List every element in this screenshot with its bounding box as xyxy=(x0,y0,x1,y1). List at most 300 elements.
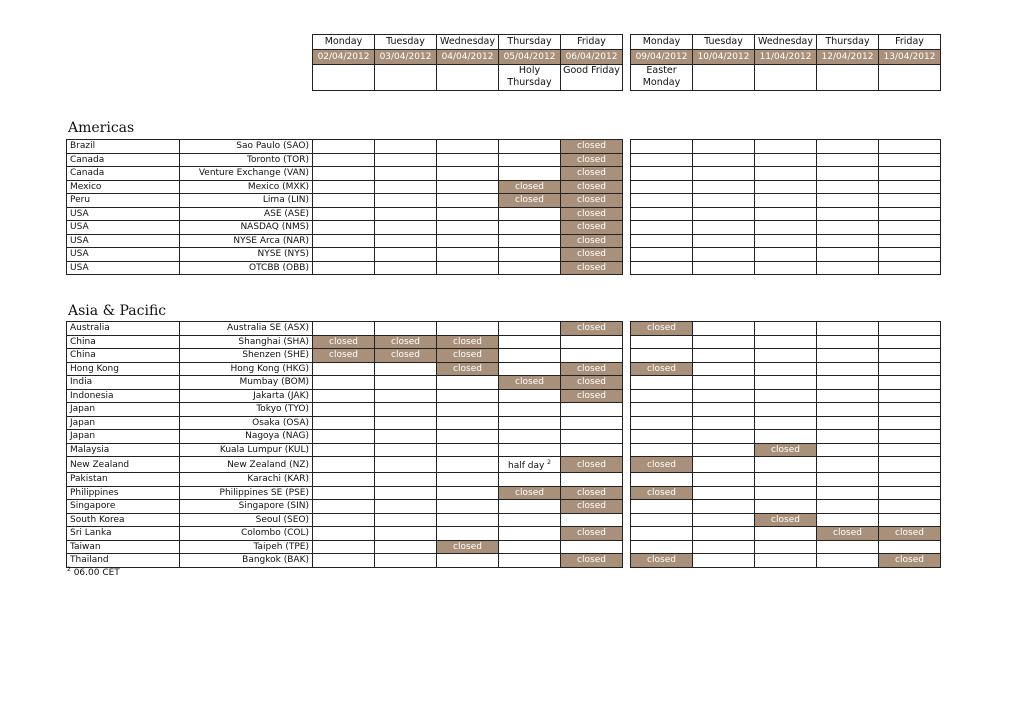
day-status-cell xyxy=(755,473,817,487)
day-status-cell xyxy=(437,322,499,336)
day-status-cell xyxy=(817,180,879,194)
day-status-cell xyxy=(755,486,817,500)
header-note-cell xyxy=(437,65,499,91)
day-status-cell: closed xyxy=(437,362,499,376)
day-status-cell xyxy=(437,207,499,221)
day-status-cell: closed xyxy=(755,443,817,457)
week-gap xyxy=(623,513,631,527)
day-status-cell xyxy=(879,221,941,235)
week-gap xyxy=(623,457,631,473)
country-cell: Hong Kong xyxy=(67,362,180,376)
country-cell: Philippines xyxy=(67,486,180,500)
table-row xyxy=(67,443,941,457)
table-row xyxy=(67,513,941,527)
table-row xyxy=(67,248,941,262)
day-status-cell xyxy=(693,335,755,349)
day-status-cell xyxy=(561,443,623,457)
day-status-cell xyxy=(375,221,437,235)
day-status-cell xyxy=(375,513,437,527)
exchange-cell: OTCBB (OBB) xyxy=(180,261,313,275)
table-row xyxy=(67,430,941,444)
table-row xyxy=(67,167,941,181)
table-row xyxy=(67,403,941,417)
day-status-cell xyxy=(755,500,817,514)
week-gap xyxy=(623,65,631,91)
day-status-cell xyxy=(499,322,561,336)
country-cell: China xyxy=(67,349,180,363)
day-status-cell: closed xyxy=(561,153,623,167)
day-status-cell xyxy=(437,443,499,457)
day-status-cell xyxy=(375,473,437,487)
day-status-cell xyxy=(375,430,437,444)
day-status-cell xyxy=(693,500,755,514)
day-status-cell xyxy=(313,554,375,568)
country-cell: Indonesia xyxy=(67,389,180,403)
day-status-cell xyxy=(755,457,817,473)
exchange-cell: NYSE Arca (NAR) xyxy=(180,234,313,248)
country-cell: Malaysia xyxy=(67,443,180,457)
day-status-cell xyxy=(817,248,879,262)
day-status-cell xyxy=(631,335,693,349)
week-gap xyxy=(623,416,631,430)
day-status-cell xyxy=(499,540,561,554)
day-status-cell xyxy=(437,416,499,430)
header-note-cell xyxy=(375,65,437,91)
day-status-cell xyxy=(313,221,375,235)
table-row xyxy=(67,554,941,568)
day-status-cell xyxy=(817,416,879,430)
country-cell: Mexico xyxy=(67,180,180,194)
week-gap xyxy=(623,376,631,390)
day-status-cell xyxy=(375,486,437,500)
day-status-cell: closed xyxy=(561,322,623,336)
date-header-table xyxy=(312,34,941,91)
day-status-cell: closed xyxy=(879,554,941,568)
day-status-cell xyxy=(437,473,499,487)
day-status-cell xyxy=(313,513,375,527)
country-cell: Japan xyxy=(67,416,180,430)
day-status-cell xyxy=(499,500,561,514)
day-status-cell xyxy=(693,207,755,221)
day-status-cell xyxy=(437,194,499,208)
day-status-cell xyxy=(437,180,499,194)
day-status-cell xyxy=(817,443,879,457)
exchange-cell: Tokyo (TYO) xyxy=(180,403,313,417)
table-row xyxy=(67,207,941,221)
day-status-cell xyxy=(499,416,561,430)
day-status-cell xyxy=(437,389,499,403)
day-status-cell xyxy=(499,473,561,487)
day-status-cell xyxy=(693,362,755,376)
day-status-cell xyxy=(631,430,693,444)
day-status-cell xyxy=(693,322,755,336)
week-gap xyxy=(623,221,631,235)
day-status-cell xyxy=(375,261,437,275)
day-status-cell xyxy=(817,261,879,275)
day-status-cell xyxy=(879,457,941,473)
exchange-cell: Toronto (TOR) xyxy=(180,153,313,167)
day-status-cell xyxy=(499,140,561,154)
day-status-cell xyxy=(437,513,499,527)
exchange-cell: Colombo (COL) xyxy=(180,527,313,541)
exchange-cell: Nagoya (NAG) xyxy=(180,430,313,444)
day-status-cell xyxy=(375,554,437,568)
day-status-cell xyxy=(631,349,693,363)
day-status-cell xyxy=(561,540,623,554)
day-status-cell xyxy=(879,248,941,262)
table-row xyxy=(67,416,941,430)
table-row xyxy=(67,322,941,336)
table-row xyxy=(67,261,941,275)
day-status-cell: closed xyxy=(561,140,623,154)
day-status-cell xyxy=(631,416,693,430)
day-status-cell xyxy=(631,140,693,154)
day-status-cell: closed xyxy=(561,376,623,390)
day-status-cell xyxy=(499,389,561,403)
exchange-cell: Venture Exchange (VAN) xyxy=(180,167,313,181)
day-status-cell xyxy=(879,416,941,430)
day-status-cell: closed xyxy=(631,362,693,376)
header-note-cell xyxy=(755,65,817,91)
week-gap xyxy=(623,527,631,541)
exchange-cell: Jakarta (JAK) xyxy=(180,389,313,403)
day-status-cell xyxy=(693,234,755,248)
day-status-cell xyxy=(879,140,941,154)
week-gap xyxy=(623,554,631,568)
exchange-cell: Osaka (OSA) xyxy=(180,416,313,430)
day-status-cell xyxy=(437,457,499,473)
week-gap xyxy=(623,335,631,349)
day-status-cell xyxy=(499,403,561,417)
day-status-cell xyxy=(631,540,693,554)
day-status-cell xyxy=(375,207,437,221)
day-status-cell xyxy=(631,248,693,262)
day-status-cell xyxy=(375,180,437,194)
country-cell: Sri Lanka xyxy=(67,527,180,541)
day-status-cell xyxy=(561,430,623,444)
table-row xyxy=(67,349,941,363)
exchange-cell: Bangkok (BAK) xyxy=(180,554,313,568)
day-status-cell xyxy=(755,322,817,336)
day-status-cell xyxy=(437,527,499,541)
day-status-cell xyxy=(437,430,499,444)
day-status-cell xyxy=(499,457,561,473)
week-gap xyxy=(623,322,631,336)
exchange-cell: Kuala Lumpur (KUL) xyxy=(180,443,313,457)
day-status-cell xyxy=(631,207,693,221)
day-status-cell: closed xyxy=(631,457,693,473)
day-status-cell xyxy=(755,153,817,167)
asia-pacific-table xyxy=(66,321,941,568)
day-status-cell xyxy=(375,322,437,336)
day-status-cell xyxy=(693,513,755,527)
country-cell: Pakistan xyxy=(67,473,180,487)
day-status-cell xyxy=(755,403,817,417)
country-cell: New Zealand xyxy=(67,457,180,473)
day-status-cell xyxy=(561,513,623,527)
day-status-cell xyxy=(817,207,879,221)
day-status-cell xyxy=(313,180,375,194)
day-status-cell xyxy=(437,261,499,275)
day-status-cell xyxy=(437,376,499,390)
table-row xyxy=(67,140,941,154)
day-status-cell xyxy=(499,362,561,376)
day-status-cell xyxy=(313,167,375,181)
header-date-cell: 12/04/2012 xyxy=(817,50,879,65)
country-cell: USA xyxy=(67,248,180,262)
day-status-cell xyxy=(755,430,817,444)
day-status-cell xyxy=(313,443,375,457)
day-status-cell xyxy=(879,473,941,487)
day-status-cell xyxy=(631,261,693,275)
day-status-cell: closed xyxy=(561,554,623,568)
day-status-cell: closed xyxy=(561,500,623,514)
day-status-cell xyxy=(879,261,941,275)
day-status-cell xyxy=(313,153,375,167)
day-status-cell xyxy=(561,403,623,417)
americas-table xyxy=(66,139,941,275)
day-status-cell xyxy=(437,486,499,500)
day-status-cell: closed xyxy=(437,349,499,363)
day-status-cell: closed xyxy=(561,194,623,208)
day-status-cell xyxy=(499,349,561,363)
day-status-cell xyxy=(631,500,693,514)
day-status-cell: closed xyxy=(561,362,623,376)
header-date-cell: 02/04/2012 xyxy=(313,50,375,65)
day-status-cell xyxy=(879,389,941,403)
week-gap xyxy=(623,261,631,275)
week-gap xyxy=(623,473,631,487)
day-status-cell xyxy=(817,153,879,167)
day-status-cell xyxy=(313,403,375,417)
exchange-cell: Shanghai (SHA) xyxy=(180,335,313,349)
header-day-cell: Thursday xyxy=(817,35,879,50)
country-cell: Japan xyxy=(67,430,180,444)
day-status-cell xyxy=(693,349,755,363)
day-status-cell xyxy=(755,376,817,390)
exchange-cell: Hong Kong (HKG) xyxy=(180,362,313,376)
day-status-cell xyxy=(499,261,561,275)
day-status-cell: closed xyxy=(313,335,375,349)
header-note-cell xyxy=(313,65,375,91)
day-status-cell xyxy=(693,261,755,275)
exchange-cell: Seoul (SEO) xyxy=(180,513,313,527)
day-status-cell xyxy=(817,403,879,417)
day-status-cell xyxy=(755,389,817,403)
header-day-cell: Thursday xyxy=(499,35,561,50)
day-status-cell: closed xyxy=(375,349,437,363)
day-status-cell xyxy=(879,376,941,390)
header-note-row xyxy=(313,65,941,91)
day-status-cell xyxy=(755,180,817,194)
exchange-cell: Mexico (MXK) xyxy=(180,180,313,194)
exchange-cell: NYSE (NYS) xyxy=(180,248,313,262)
section-title-asia-pacific: Asia & Pacific xyxy=(68,303,167,319)
day-status-cell xyxy=(693,248,755,262)
day-status-cell: closed xyxy=(631,554,693,568)
day-status-cell xyxy=(879,207,941,221)
exchange-cell: Australia SE (ASX) xyxy=(180,322,313,336)
day-status-cell xyxy=(817,221,879,235)
day-status-cell: closed xyxy=(879,527,941,541)
day-status-cell xyxy=(313,248,375,262)
country-cell: South Korea xyxy=(67,513,180,527)
day-status-cell xyxy=(755,527,817,541)
header-note-cell xyxy=(879,65,941,91)
week-gap xyxy=(623,248,631,262)
header-date-cell: 13/04/2012 xyxy=(879,50,941,65)
day-status-cell xyxy=(375,389,437,403)
country-cell: Canada xyxy=(67,153,180,167)
day-status-cell xyxy=(693,540,755,554)
day-status-cell xyxy=(817,389,879,403)
table-row xyxy=(67,153,941,167)
week-gap xyxy=(623,362,631,376)
country-cell: Brazil xyxy=(67,140,180,154)
day-status-cell xyxy=(375,540,437,554)
day-status-cell: closed xyxy=(437,540,499,554)
day-status-cell xyxy=(755,540,817,554)
day-status-cell: closed xyxy=(817,527,879,541)
footnote xyxy=(67,566,120,578)
week-gap xyxy=(623,540,631,554)
exchange-cell: NASDAQ (NMS) xyxy=(180,221,313,235)
day-status-cell xyxy=(755,207,817,221)
day-status-cell xyxy=(313,234,375,248)
day-status-cell xyxy=(879,349,941,363)
day-status-cell xyxy=(755,194,817,208)
day-status-cell xyxy=(375,248,437,262)
day-status-cell xyxy=(755,248,817,262)
week-gap xyxy=(623,486,631,500)
header-day-cell: Tuesday xyxy=(375,35,437,50)
day-status-cell xyxy=(879,513,941,527)
table-row xyxy=(67,486,941,500)
day-status-cell xyxy=(817,335,879,349)
day-status-cell xyxy=(817,362,879,376)
table-row xyxy=(67,234,941,248)
day-status-cell xyxy=(313,261,375,275)
day-status-cell xyxy=(879,540,941,554)
day-status-cell xyxy=(313,486,375,500)
day-status-cell: closed xyxy=(499,194,561,208)
day-status-cell xyxy=(693,430,755,444)
exchange-cell: Lima (LIN) xyxy=(180,194,313,208)
day-status-cell xyxy=(313,416,375,430)
day-status-cell: closed xyxy=(499,180,561,194)
day-status-cell xyxy=(631,153,693,167)
header-date-cell: 09/04/2012 xyxy=(631,50,693,65)
day-status-cell xyxy=(693,416,755,430)
header-day-cell: Friday xyxy=(879,35,941,50)
table-row xyxy=(67,389,941,403)
day-status-cell xyxy=(879,167,941,181)
day-status-cell xyxy=(437,234,499,248)
day-status-cell xyxy=(879,486,941,500)
day-status-cell: closed xyxy=(561,261,623,275)
country-cell: Canada xyxy=(67,167,180,181)
footnote-ref: 2 xyxy=(547,459,551,466)
week-gap xyxy=(623,403,631,417)
day-status-cell xyxy=(693,443,755,457)
section-title-americas: Americas xyxy=(68,120,135,136)
table-row xyxy=(67,457,941,473)
day-status-cell: closed xyxy=(313,349,375,363)
day-status-cell xyxy=(375,500,437,514)
day-status-cell xyxy=(817,457,879,473)
exchange-cell: New Zealand (NZ) xyxy=(180,457,313,473)
day-status-cell xyxy=(693,376,755,390)
day-status-cell xyxy=(817,486,879,500)
day-status-cell xyxy=(693,221,755,235)
day-status-cell xyxy=(817,540,879,554)
exchange-cell: Karachi (KAR) xyxy=(180,473,313,487)
header-day-row xyxy=(313,35,941,50)
header-date-cell: 11/04/2012 xyxy=(755,50,817,65)
day-status-cell xyxy=(437,403,499,417)
exchange-cell: Singapore (SIN) xyxy=(180,500,313,514)
day-status-cell xyxy=(693,473,755,487)
exchange-cell: ASE (ASE) xyxy=(180,207,313,221)
day-status-cell xyxy=(375,403,437,417)
exchange-cell: Mumbay (BOM) xyxy=(180,376,313,390)
week-gap xyxy=(623,234,631,248)
day-status-cell xyxy=(817,194,879,208)
day-status-cell xyxy=(313,527,375,541)
day-status-cell xyxy=(437,500,499,514)
country-cell: India xyxy=(67,376,180,390)
day-status-cell: closed xyxy=(561,389,623,403)
day-status-cell xyxy=(499,234,561,248)
week-gap xyxy=(623,153,631,167)
day-status-cell xyxy=(631,473,693,487)
day-status-cell xyxy=(879,234,941,248)
day-status-cell xyxy=(631,194,693,208)
day-status-cell xyxy=(375,457,437,473)
day-status-cell: closed xyxy=(437,335,499,349)
day-status-cell xyxy=(375,416,437,430)
day-status-cell xyxy=(631,167,693,181)
day-status-cell: closed xyxy=(561,248,623,262)
table-row xyxy=(67,362,941,376)
week-gap xyxy=(623,430,631,444)
exchange-cell: Sao Paulo (SAO) xyxy=(180,140,313,154)
day-status-cell xyxy=(817,322,879,336)
week-gap xyxy=(623,389,631,403)
day-status-cell xyxy=(879,443,941,457)
exchange-cell: Taipeh (TPE) xyxy=(180,540,313,554)
day-status-cell: closed xyxy=(561,234,623,248)
day-status-cell xyxy=(499,167,561,181)
day-status-cell xyxy=(375,153,437,167)
table-row xyxy=(67,500,941,514)
day-status-cell xyxy=(631,221,693,235)
day-status-cell xyxy=(879,362,941,376)
week-gap xyxy=(623,35,631,50)
header-note-cell: Good Friday xyxy=(561,65,623,91)
day-status-cell xyxy=(499,207,561,221)
day-status-cell xyxy=(499,554,561,568)
header-date-cell: 10/04/2012 xyxy=(693,50,755,65)
day-status-cell: closed xyxy=(631,322,693,336)
day-status-cell xyxy=(693,527,755,541)
day-status-cell xyxy=(561,335,623,349)
day-status-cell xyxy=(817,234,879,248)
footnote-text: 06.00 CET xyxy=(73,568,120,578)
day-status-cell xyxy=(375,376,437,390)
day-status-cell xyxy=(313,376,375,390)
header-day-cell: Wednesday xyxy=(755,35,817,50)
